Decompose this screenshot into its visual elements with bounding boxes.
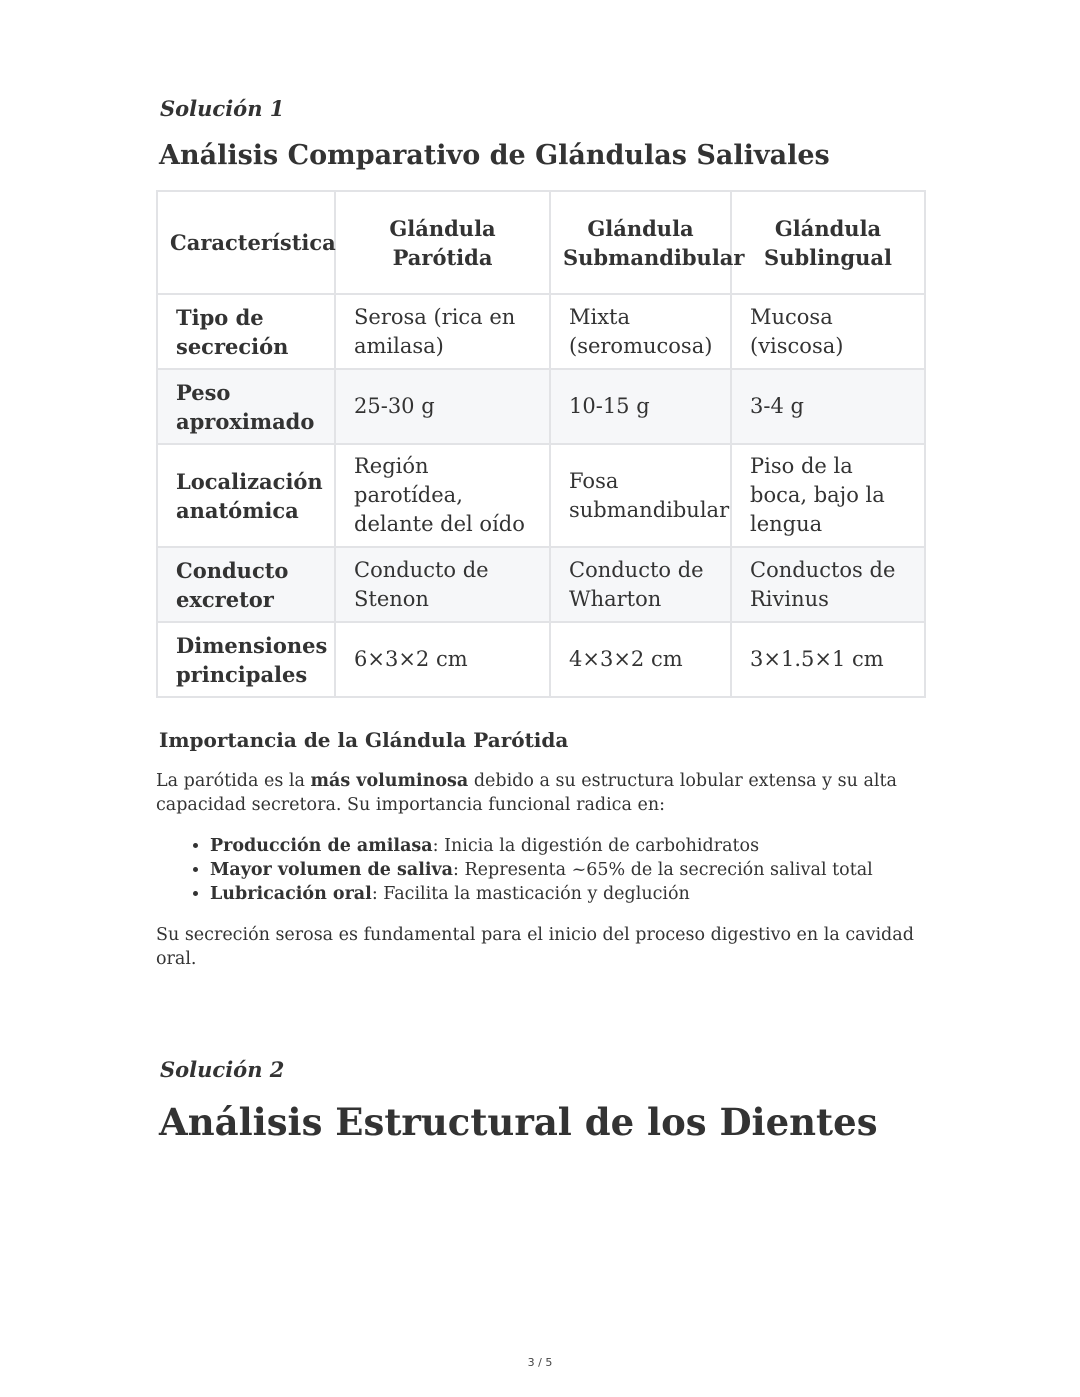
table-row <box>157 294 925 369</box>
table-cell: 25-30 g <box>335 369 550 444</box>
list-item-term: Mayor volumen de saliva <box>210 860 454 880</box>
solution-2-title: Análisis Estructural de los Dientes <box>159 1100 878 1144</box>
table-cell: Mucosa (viscosa) <box>731 294 925 369</box>
table-header-row <box>157 191 925 294</box>
table-row <box>157 369 925 444</box>
list-item-text: : Inicia la digestión de carbohidratos <box>432 836 760 856</box>
table-cell: Conductos de Rivinus <box>731 547 925 622</box>
table-cell: Fosa submandibular <box>550 444 731 547</box>
importance-list <box>178 834 873 906</box>
list-item <box>210 858 873 882</box>
table-header-cell: Glándula Sublingual <box>731 191 925 294</box>
solution-2-label: Solución 2 <box>160 1057 285 1082</box>
salivary-glands-table <box>156 190 926 698</box>
list-item-term: Lubricación oral <box>210 884 372 904</box>
table-cell: 6×3×2 cm <box>335 622 550 697</box>
intro-text: debido a su estructura lobular extensa y su alta capacidad secretora. Su importancia funcional radica en: <box>156 771 897 815</box>
table-header-cell: Característica <box>157 191 335 294</box>
list-item-text: : Representa ~65% de la secreción salival total <box>453 860 873 880</box>
list-item <box>210 882 873 906</box>
table-row <box>157 547 925 622</box>
table-cell-feature: Localización anatómica <box>157 444 335 547</box>
table-cell: Conducto de Wharton <box>550 547 731 622</box>
page-number: 3 / 5 <box>527 1356 553 1369</box>
importance-heading: Importancia de la Glándula Parótida <box>159 728 569 752</box>
table-row <box>157 622 925 697</box>
list-item-text: : Facilita la masticación y deglución <box>371 884 690 904</box>
table-header-cell: Glándula Submandibular <box>550 191 731 294</box>
intro-text: La parótida es la <box>156 771 311 791</box>
table-cell: 3-4 g <box>731 369 925 444</box>
table-cell: 3×1.5×1 cm <box>731 622 925 697</box>
table-cell-feature: Tipo de secreción <box>157 294 335 369</box>
table-row <box>157 444 925 547</box>
solution-1-label: Solución 1 <box>160 96 285 121</box>
table-cell: 10-15 g <box>550 369 731 444</box>
list-item <box>210 834 873 858</box>
table-cell: 4×3×2 cm <box>550 622 731 697</box>
table-header-cell: Glándula Parótida <box>335 191 550 294</box>
table-cell: Piso de la boca, bajo la lengua <box>731 444 925 547</box>
solution-1-title: Análisis Comparativo de Glándulas Salivales <box>159 140 830 171</box>
table-cell-feature: Dimensiones principales <box>157 622 335 697</box>
table-cell: Región parotídea, delante del oído <box>335 444 550 547</box>
table-cell-feature: Conducto excretor <box>157 547 335 622</box>
table-cell-feature: Peso aproximado <box>157 369 335 444</box>
importance-closing: Su secreción serosa es fundamental para el inicio del proceso digestivo en la cavidad oral. <box>156 925 914 969</box>
intro-bold-text: más voluminosa <box>310 771 469 791</box>
table-cell: Mixta (seromucosa) <box>550 294 731 369</box>
table-cell: Conducto de Stenon <box>335 547 550 622</box>
list-item-term: Producción de amilasa <box>210 836 433 856</box>
importance-intro <box>156 769 936 817</box>
table-cell: Serosa (rica en amilasa) <box>335 294 550 369</box>
